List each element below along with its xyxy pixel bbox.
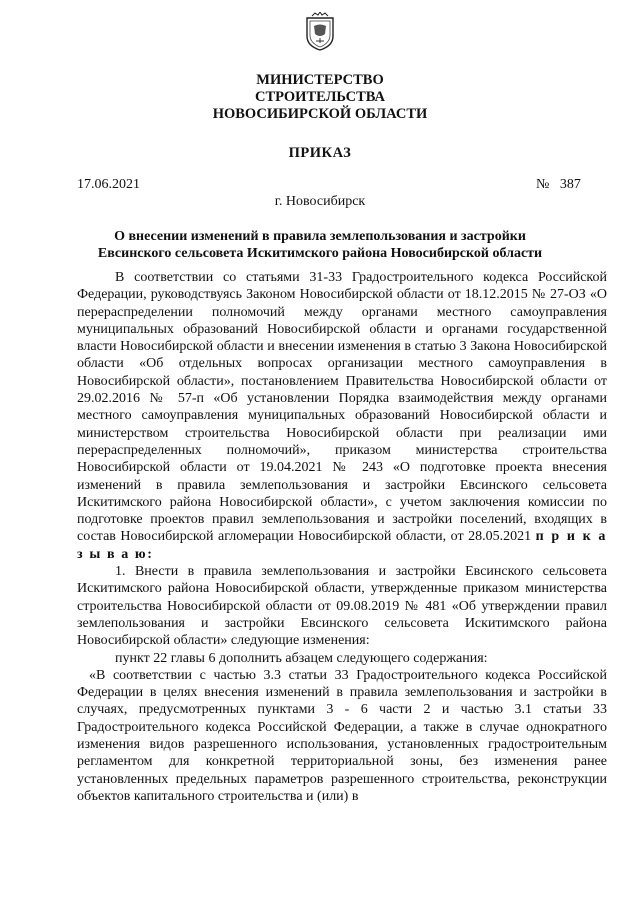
ministry-line-1: МИНИСТЕРСТВО: [256, 72, 384, 88]
document-subject: [90, 228, 550, 262]
preamble-paragraph: [77, 269, 607, 563]
quoted-paragraph: «В соответствии с частью 3.3 статьи 33 Градостроительного кодекса Российской Федерации в целях внесения изменений в правила землепользования и застройки в случаях, предусмотренных пунктами 3 - 6 части 2 и частью 3.1 статьи 33 Градостроительного кодекса Российской Федерации, а также в случае однократного изменения видов разрешенного использования, установленных градостроительным регламентом для конкретной территориальной зоны, без изменения ранее установленных предельных параметров разрешенного строительства, реконструкции объектов капитального строительства и (или) в: [77, 667, 607, 804]
ministry-name: [0, 72, 640, 123]
item-1-subparagraph: пункт 22 главы 6 дополнить абзацем следующего содержания:: [115, 650, 488, 666]
coat-of-arms-icon: [304, 12, 336, 52]
preamble-text: В соответствии со статьями 31-33 Градостроительного кодекса Российской Федерации, руководствуясь Законом Новосибирской области от 18.12.2015 № 27-ОЗ «О перераспределении полномочий между органами местного самоуправления муниципальных образований Новосибирской области и органами государственной власти Новосибирской области и внесении изменения в статью 3 Закона Новосибирской области «Об отдельных вопросах организации местного самоуправления в Новосибирской области», постановлением Правительства Новосибирской области от 29.02.2016 № 57-п «Об установлении Порядка взаимодействия между органами местного самоуправления муниципальных образований Новосибирской области и министерством строительства Новосибирской области при реализации ими перераспределенных полномочий», приказом министерства строительства Новосибирской области от 19.04.2021 № 243 «О подготовке проекта внесения изменений в правила землепользования и застройки Евсинского сельсовета Искитимского района Новосибирской области», с учетом заключения комиссии по подготовке проектов правил землепользования и застройки поселений, входящих в состав Новосибирской агломерации Новосибирской области, от 28.05.2021: [77, 270, 607, 545]
document-type: ПРИКАЗ: [288, 145, 352, 161]
order-word: п р и к а з ы в а ю:: [77, 529, 608, 562]
subject-line-1: О внесении изменений в правила землепользования и застройки: [114, 229, 526, 244]
ministry-line-3: НОВОСИБИРСКОЙ ОБЛАСТИ: [212, 106, 428, 122]
document-number: № 387: [536, 177, 581, 192]
item-1-paragraph: 1. Внести в правила землепользования и застройки Евсинского сельсовета Искитимского района Новосибирской области, утвержденные приказом министерства строительства Новосибирской области от 09.08.2019 № 481 «Об утверждении правил землепользования и застройки Евсинского сельсовета Искитимского района Новосибирской области» следующие изменения:: [77, 564, 607, 649]
document-date: 17.06.2021: [77, 177, 140, 192]
ministry-line-2: СТРОИТЕЛЬСТВА: [254, 89, 386, 105]
document-body: [77, 269, 607, 805]
document-city: г. Новосибирск: [274, 194, 366, 209]
subject-line-2: Евсинского сельсовета Искитимского района Новосибирской области: [97, 246, 543, 261]
